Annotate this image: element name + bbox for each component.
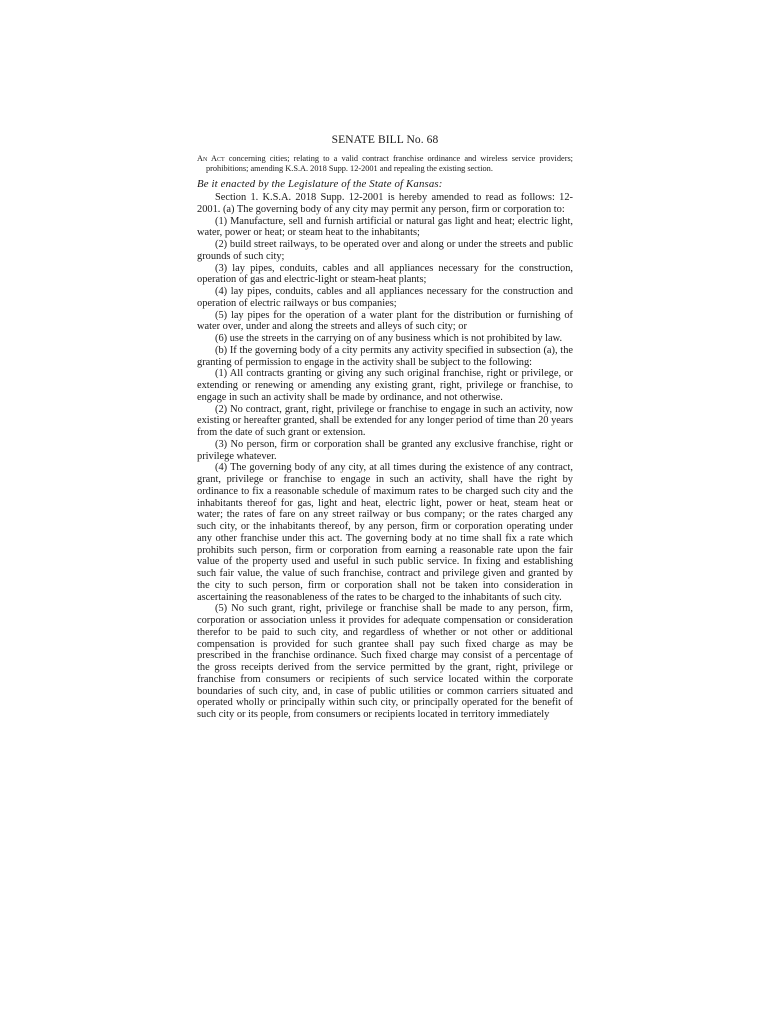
subsection-b-paragraph: (b) If the governing body of a city permits any activity specified in subsection (a), the granting of permission to engage in the activity shall be subject to the following: (197, 344, 573, 368)
act-title (197, 154, 573, 173)
subsection-a-item-6: (6) use the streets in the carrying on of any business which is not prohibited by law. (215, 333, 563, 345)
section-1-paragraph: Section 1. K.S.A. 2018 Supp. 12-2001 is hereby amended to read as follows: 12-2001. (a) The governing body of any city may permit any person, firm or corporation to: (197, 192, 573, 215)
subsection-a-item-3: (3) lay pipes, conduits, cables and all appliances necessary for the construction, operation of gas and electric-light or steam-heat plants; (197, 262, 573, 286)
act-prefix: An Act (197, 154, 225, 163)
enacting-clause: Be it enacted by the Legislature of the State of Kansas: (197, 178, 443, 191)
subsection-a-item-4: (4) lay pipes, conduits, cables and all appliances necessary for the construction and operation of electric railways or bus companies; (197, 286, 573, 309)
act-description: concerning cities; relating to a valid contract franchise ordinance and wireless service providers; prohibitions; amending K.S.A. 2018 Supp. 12-2001 and repealing the existing section. (206, 154, 573, 173)
subsection-a-item-2: (2) build street railways, to be operated over and along or under the streets and public grounds of such city; (197, 239, 573, 262)
subsection-b-item-2: (2) No contract, grant, right, privilege or franchise to engage in such an activity, now existing or hereafter granted, shall be extended for any longer period of time than 20 years from the date of such grant or extension. (197, 403, 573, 439)
bill-body (197, 192, 573, 721)
subsection-b-item-5: (5) No such grant, right, privilege or franchise shall be made to any person, firm, corporation or association unless it provides for adequate compensation or consideration therefor to be paid to such city, and regardless of whether or not other or additional compensation is provided for such grantee shall pay such fixed charge as may be prescribed in the franchise ordinance. Such fixed charge may consist of a percentage of the gross receipts derived from the service permitted by the grant, right, privilege or franchise from consumers or recipients of such service located within the corporate boundaries of such city, and, in case of public utilities or common carriers situated and operated wholly or principally within such city, or principally operated for the benefit of such city or its people, from consumers or recipients located in territory immediately (197, 603, 573, 721)
subsection-b-item-3: (3) No person, firm or corporation shall be granted any exclusive franchise, right or privilege whatever. (197, 438, 573, 462)
bill-page (197, 134, 573, 721)
subsection-a-item-1: (1) Manufacture, sell and furnish artificial or natural gas light and heat; electric light, water, power or heat; or steam heat to the inhabitants; (197, 215, 573, 239)
subsection-b-item-4: (4) The governing body of any city, at all times during the existence of any contract, grant, privilege or franchise to engage in such an activity, shall have the right by ordinance to fix a reasonable schedule of maximum rates to be charged such city and the inhabitants thereof for gas, light and heat, electric light, power or heat, steam heat or water; the rates of fare on any street railway or bus company; or the rates charged any such city, or the inhabitants thereof, by any person, firm or corporation operating under any other franchise under this act. The governing body at no time shall fix a rate which prohibits such person, firm or corporation from earning a reasonable rate upon the fair value of the property used and useful in such public service. In fixing and establishing such fair value, the value of such franchise, contract and privilege given and granted by the city to such person, firm or corporation shall not be taken into consideration in ascertaining the reasonableness of the rates to be charged to the inhabitants of such city. (197, 462, 573, 603)
bill-title: SENATE BILL No. 68 (331, 134, 439, 146)
subsection-b-item-1: (1) All contracts granting or giving any such original franchise, right or privilege, or extending or renewing or amending any existing grant, right, privilege or franchise, to engage in such an activity shall be made by ordinance, and not otherwise. (197, 368, 573, 403)
subsection-a-item-5: (5) lay pipes for the operation of a water plant for the distribution or furnishing of water over, under and along the streets and alleys of such city; or (197, 309, 573, 333)
